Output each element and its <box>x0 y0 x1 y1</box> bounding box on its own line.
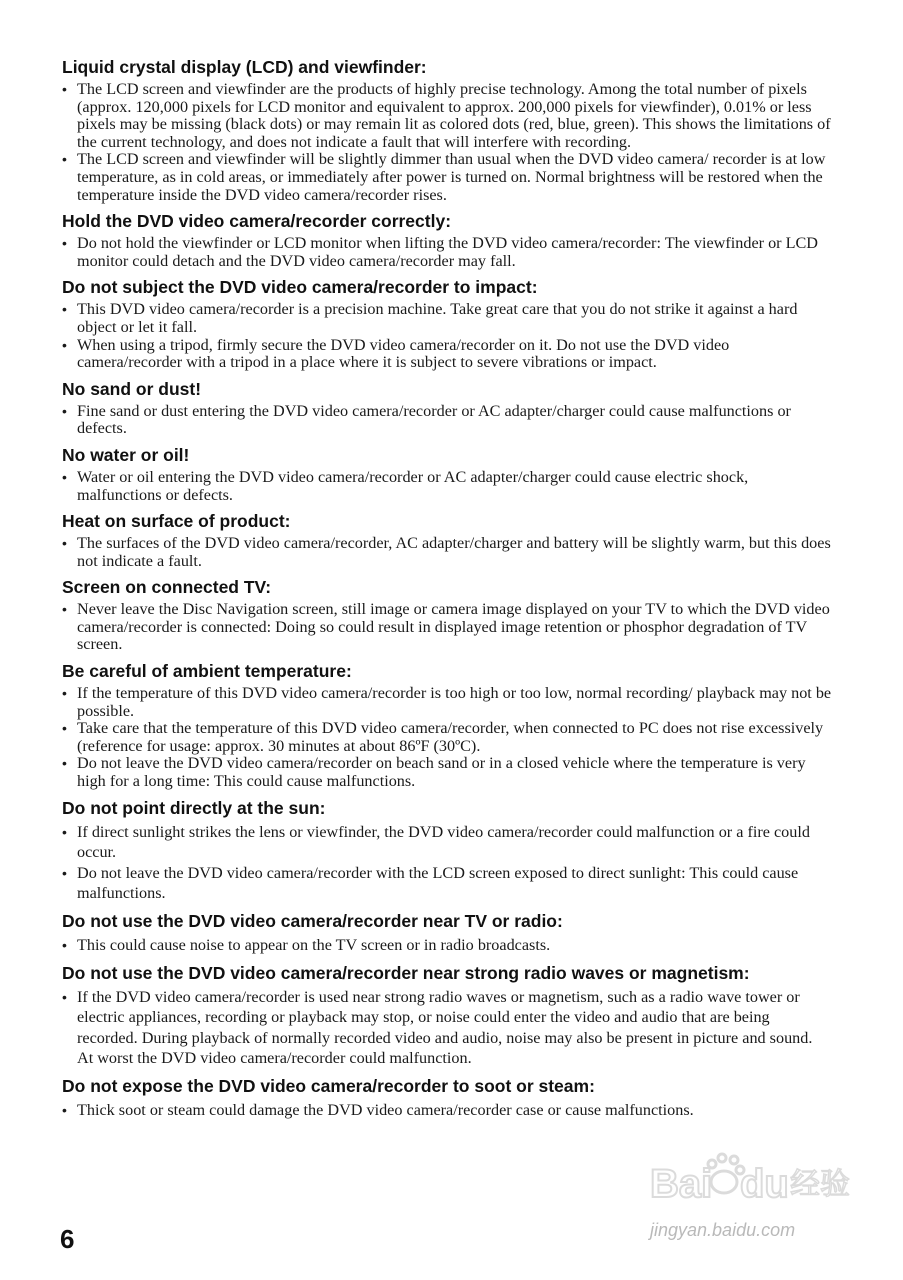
bullet-list <box>62 235 832 270</box>
bullet-item: • Do not hold the viewfinder or LCD monitor when lifting the DVD video camera/recorder: The viewfinder or LCD monitor could detach and the DVD video camera/recorder may fall. <box>62 235 832 270</box>
section-sand-dust <box>62 378 832 438</box>
section-heading: No sand or dust! <box>62 378 202 399</box>
section-heading: Be careful of ambient temperature: <box>62 661 352 682</box>
baidu-watermark-logo <box>640 1142 860 1222</box>
bullet-list <box>62 403 832 438</box>
section-heading: Heat on surface of product: <box>62 511 291 532</box>
svg-text:Bai: Bai <box>650 1162 713 1206</box>
watermark-url: jingyan.baidu.com <box>650 1220 796 1240</box>
section-impact <box>62 276 832 371</box>
bullet-item: • The LCD screen and viewfinder are the products of highly precise technology. Among the total number of pixels (approx. 120,000 pixels for LCD monitor and equivalent to approx. 200,000 pixels for viewfinder), 0.01% or less pixels may be missing (black dots) or may remain lit as colored dots (red, blue, green). This shows the limitations of the current technology, and does not indicate a fault that will interfere with recording. <box>62 81 832 151</box>
svg-text:经验: 经验 <box>790 1167 850 1202</box>
svg-text:du: du <box>740 1162 789 1206</box>
page-number: 6 <box>60 1224 75 1254</box>
section-connected-tv <box>62 576 832 654</box>
section-heading: Do not subject the DVD video camera/recorder to impact: <box>62 277 538 298</box>
manual-page <box>62 56 832 1127</box>
bullet-item: • Water or oil entering the DVD video camera/recorder or AC adapter/charger could cause electric shock, malfunctions or defects. <box>62 469 832 504</box>
bullet-item: • Take care that the temperature of this DVD video camera/recorder, when connected to PC does not rise excessively (reference for usage: approx. 30 minutes at about 86ºF (30ºC). <box>62 720 832 755</box>
bullet-list <box>62 987 832 1069</box>
section-heading: Do not expose the DVD video camera/recorder to soot or steam: <box>62 1075 595 1096</box>
bullet-list <box>62 1100 832 1121</box>
section-tv-radio <box>62 910 832 956</box>
section-heading: Liquid crystal display (LCD) and viewfinder: <box>62 57 427 77</box>
section-water-oil <box>62 444 832 504</box>
bullet-item: • Never leave the Disc Navigation screen, still image or camera image displayed on your TV to which the DVD video camera/recorder is connected: Doing so could result in displayed image retention or phosphor degradation of TV screen. <box>62 601 832 654</box>
section-ambient-temperature <box>62 660 832 791</box>
bullet-list <box>62 469 832 504</box>
bullet-item: • This could cause noise to appear on the TV screen or in radio broadcasts. <box>62 935 832 956</box>
bullet-list <box>62 535 832 570</box>
section-soot-steam <box>62 1075 832 1121</box>
bullet-item: • The LCD screen and viewfinder will be slightly dimmer than usual when the DVD video camera/ recorder is at low temperature, as in cold areas, or immediately after power is turned on. Normal brightness will be restored when the temperature inside the DVD video camera/recorder rises. <box>62 151 832 204</box>
bullet-item: • Do not leave the DVD video camera/recorder on beach sand or in a closed vehicle where the temperature is very high for a long time: This could cause malfunctions. <box>62 755 832 790</box>
bullet-item <box>62 987 832 1069</box>
section-surface-heat <box>62 510 832 570</box>
bullet-list <box>62 822 832 904</box>
section-lcd-viewfinder <box>62 56 832 204</box>
bullet-continuation: At worst the DVD video camera/recorder could malfunction. <box>77 1049 472 1068</box>
bullet-list <box>62 685 832 791</box>
bullet-item: • If direct sunlight strikes the lens or viewfinder, the DVD video camera/recorder could malfunction or a fire could occur. <box>62 822 832 863</box>
bullet-item: • The surfaces of the DVD video camera/recorder, AC adapter/charger and battery will be slightly warm, but this does not indicate a fault. <box>62 535 832 570</box>
section-heading: Do not use the DVD video camera/recorder near TV or radio: <box>62 911 563 931</box>
bullet-item: • When using a tripod, firmly secure the DVD video camera/recorder on it. Do not use the DVD video camera/recorder with a tripod in a place where it is subject to severe vibrations or impact. <box>62 337 832 372</box>
section-heading: Do not use the DVD video camera/recorder near strong radio waves or magnetism: <box>62 962 750 983</box>
bullet-item: • If the temperature of this DVD video camera/recorder is too high or too low, normal recording/ playback may not be possible. <box>62 685 832 720</box>
section-heading: Hold the DVD video camera/recorder correctly: <box>62 211 452 232</box>
bullet-item: • This DVD video camera/recorder is a precision machine. Take great care that you do not strike it against a hard object or let it fall. <box>62 301 832 336</box>
section-heading: Do not point directly at the sun: <box>62 797 326 818</box>
bullet-list <box>62 301 832 371</box>
bullet-item: • Do not leave the DVD video camera/recorder with the LCD screen exposed to direct sunlight: This could cause malfunctions. <box>62 863 832 904</box>
bullet-list <box>62 81 832 204</box>
section-hold-correctly <box>62 210 832 270</box>
bullet-text: If the DVD video camera/recorder is used near strong radio waves or magnetism, such as a radio wave tower or electric appliances, recording or playback may stop, or noise could enter the video and audio that are being recorded. During playback of normally recorded video and audio, noise may also be present in picture and sound. <box>77 987 813 1047</box>
bullet-item: • Fine sand or dust entering the DVD video camera/recorder or AC adapter/charger could cause malfunctions or defects. <box>62 403 832 438</box>
section-heading: Screen on connected TV: <box>62 577 272 598</box>
section-heading: No water or oil! <box>62 444 190 465</box>
section-radio-waves-magnetism <box>62 962 832 1069</box>
bullet-item: • Thick soot or steam could damage the DVD video camera/recorder case or cause malfunctions. <box>62 1100 832 1121</box>
bullet-list <box>62 935 832 956</box>
section-sun <box>62 797 832 904</box>
bullet-list <box>62 601 832 654</box>
